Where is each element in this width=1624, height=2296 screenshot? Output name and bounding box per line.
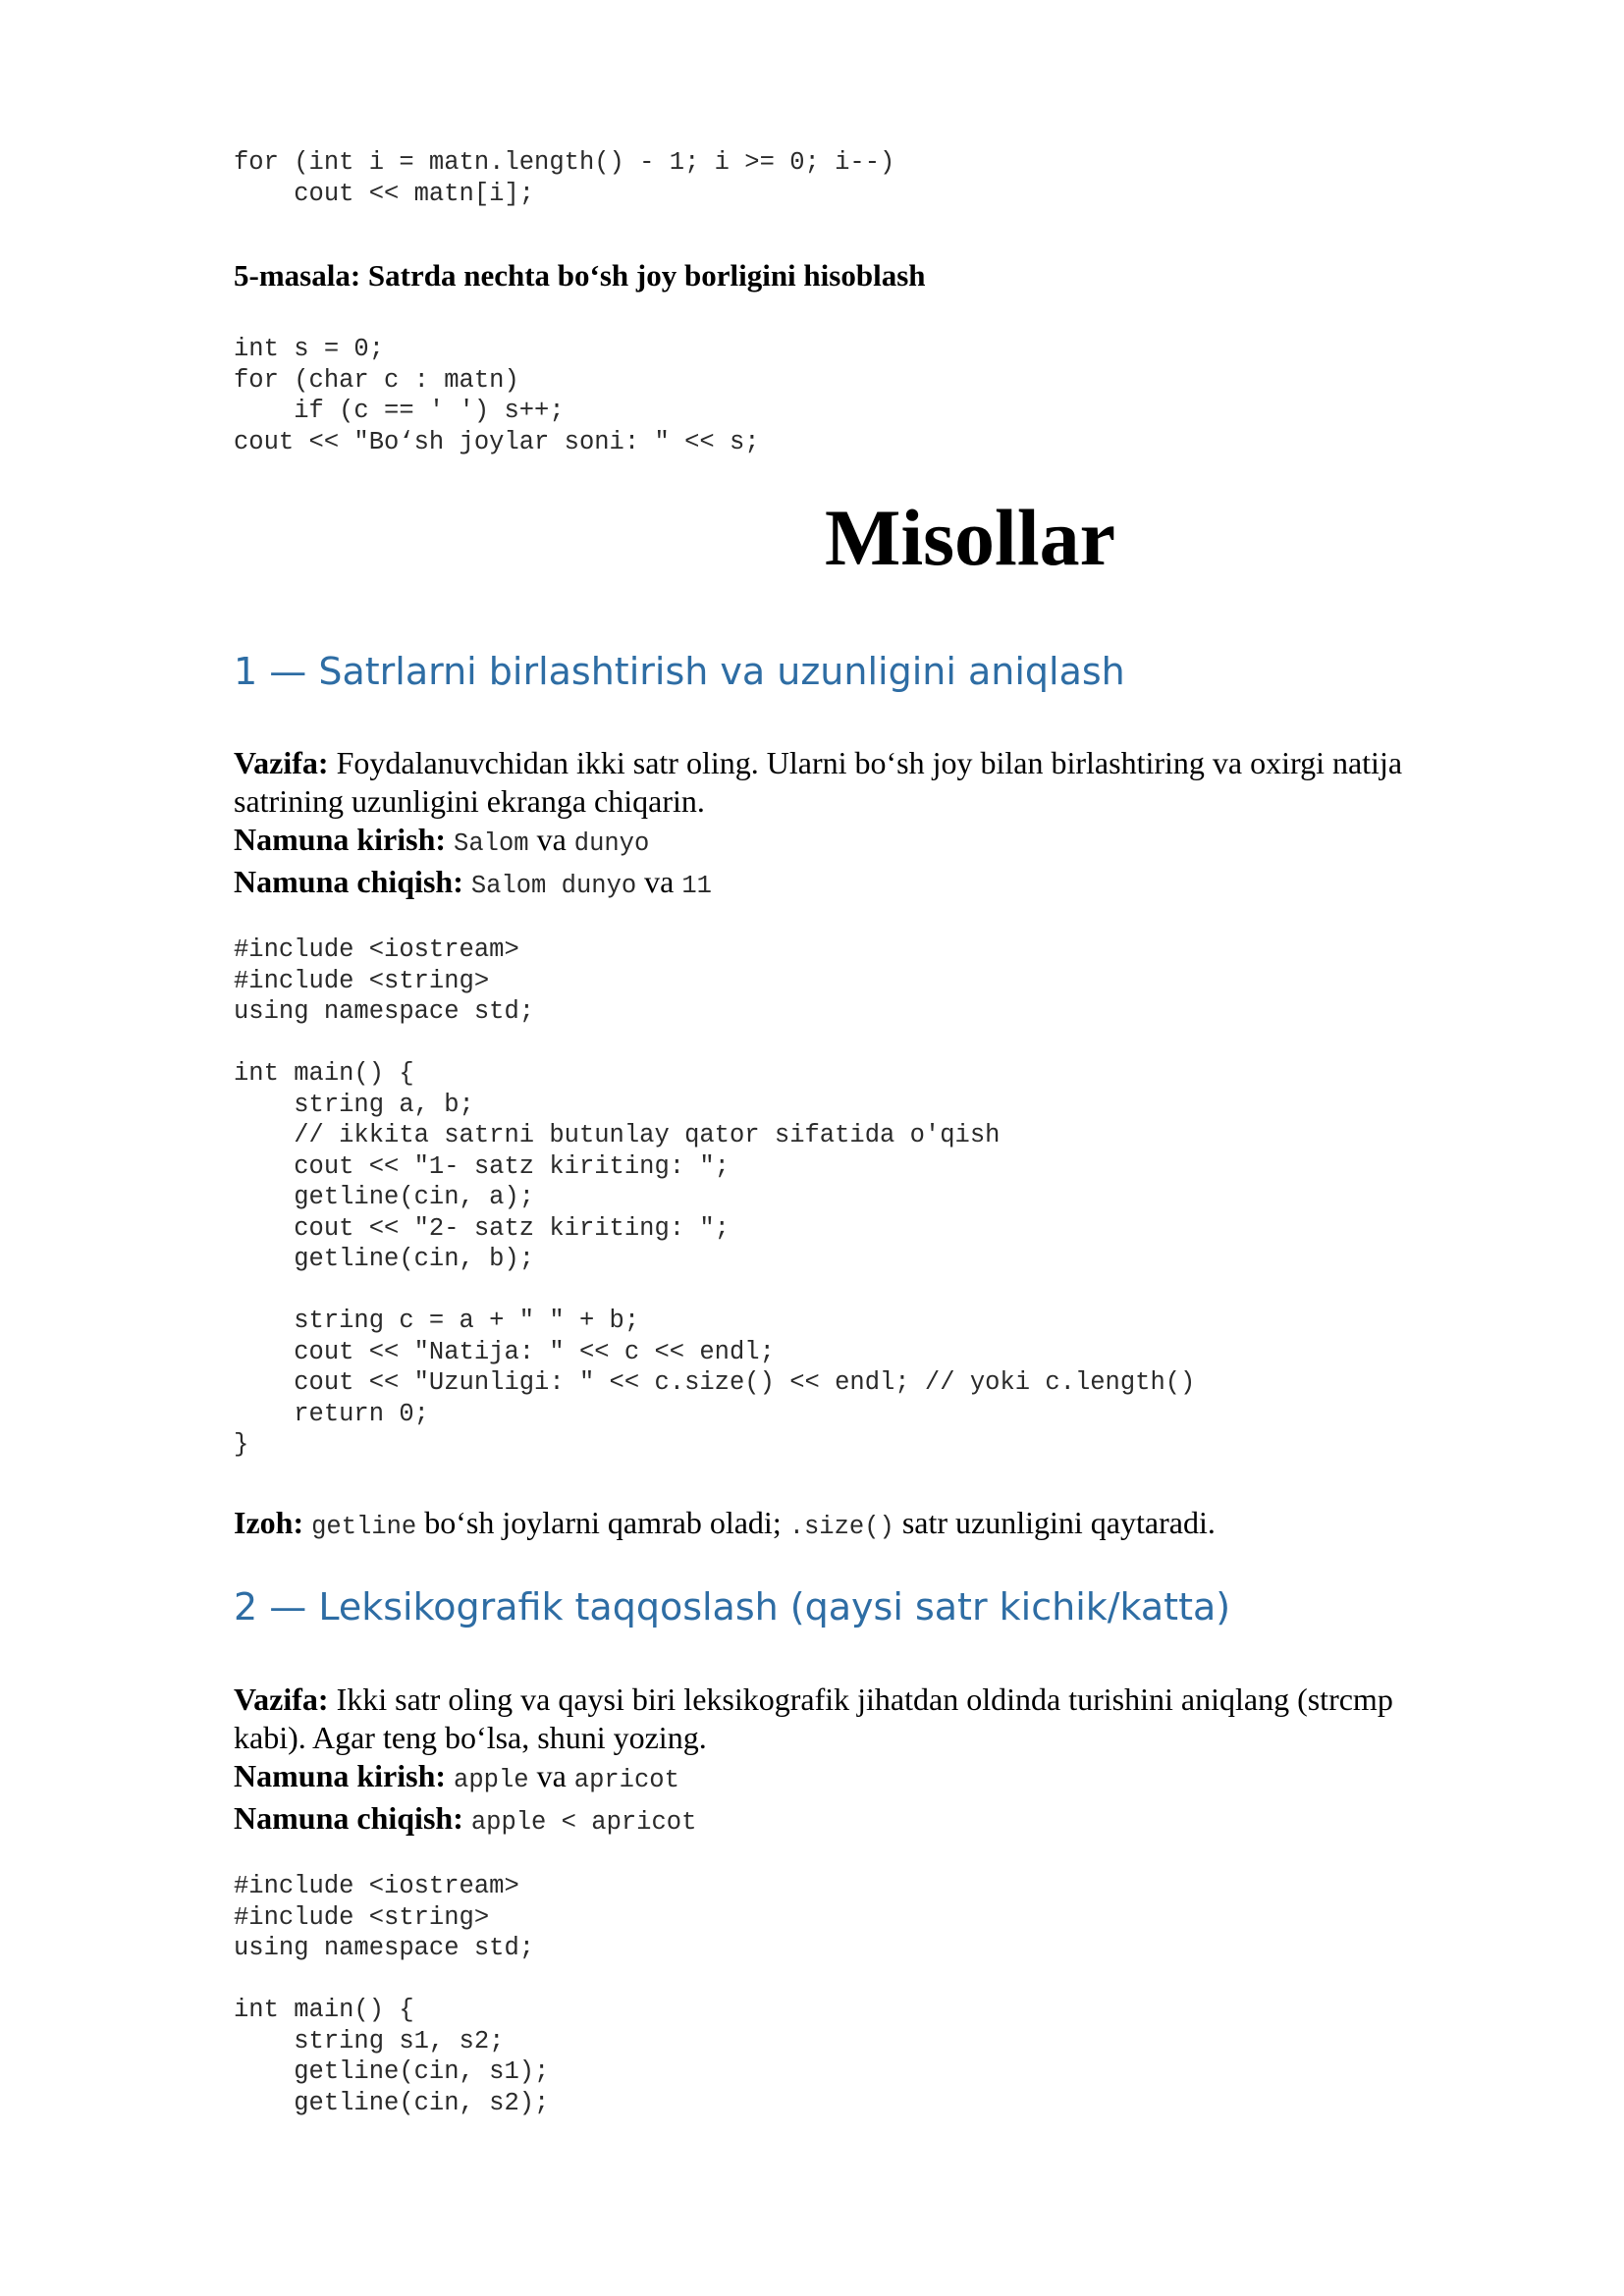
input-value-b: dunyo (573, 829, 650, 858)
input-joiner: va (528, 822, 574, 857)
example1-sample-input (234, 821, 1471, 863)
task-text: Ikki satr oling va qaysi biri leksikografik jihatdan oldinda turishini aniqlang (strcmp kabi). Agar teng bo‘lsa, shuni yozing. (234, 1682, 1393, 1755)
output-joiner: va (636, 864, 682, 899)
note-text-1: bo‘sh joylarni qamrab oladi; (416, 1505, 789, 1540)
input-value-a: Salom (454, 829, 529, 858)
input-label: Namuna kirish: (234, 1758, 447, 1793)
example1-task (234, 744, 1471, 821)
input-value-a: apple (454, 1766, 529, 1794)
example2-sample-input (234, 1757, 1471, 1799)
example1-sample-output (234, 863, 1471, 905)
example1-description (234, 744, 1471, 905)
code-block-count-spaces: int s = 0; for (char c : matn) if (c == ' ') s++; cout << "Bo‘sh joylar soni: " << s; (234, 335, 760, 456)
output-value-a: Salom dunyo (470, 872, 637, 900)
input-value-b: apricot (573, 1766, 679, 1794)
task-label: Vazifa: (234, 1682, 329, 1717)
output-value-b: 11 (681, 872, 712, 900)
task5-heading: 5-masala: Satrda nechta bo‘sh joy borligini hisoblash (234, 258, 926, 293)
code-block-example2: #include <iostream> #include <string> using namespace std; int main() { string s1, s2; getline(cin, s1); getline(cin, s2); (234, 1872, 550, 2117)
code-block-reverse-loop: for (int i = matn.length() - 1; i >= 0; i--) cout << matn[i]; (234, 148, 895, 208)
example2-description (234, 1681, 1471, 1842)
input-joiner: va (528, 1758, 574, 1793)
output-label: Namuna chiqish: (234, 864, 463, 899)
example1-note (234, 1504, 1471, 1546)
input-label: Namuna kirish: (234, 822, 447, 857)
output-value-a: apple < apricot (470, 1808, 697, 1837)
example2-sample-output (234, 1799, 1471, 1842)
section-title-misollar: Misollar (824, 493, 1116, 582)
code-block-example1: #include <iostream> #include <string> using namespace std; int main() { string a, b; // ikkita satrni butunlay qator sifatida o'qish cout << "1- satz kiriting: "; getline(cin, a); cout << "2- satz kiriting: "; getline(cin, b); string c = a + " " + b; cout << "Natija: " << c << endl; cout << "Uzunligi: " << c.size() << endl; // yoki c.length() return 0; } (234, 935, 1196, 1459)
example1-heading: 1 — Satrlarni birlashtirish va uzunligini aniqlash (234, 650, 1125, 693)
task-label: Vazifa: (234, 745, 329, 780)
task-text: Foydalanuvchidan ikki satr oling. Ularni bo‘sh joy bilan birlashtiring va oxirgi natija satrining uzunligini ekranga chiqarin. (234, 745, 1403, 819)
output-label: Namuna chiqish: (234, 1800, 463, 1836)
note-code-size: .size() (788, 1513, 894, 1541)
example2-task (234, 1681, 1471, 1757)
example2-heading: 2 — Leksikografik taqqoslash (qaysi satr kichik/katta) (234, 1585, 1231, 1629)
note-code-getline: getline (311, 1513, 417, 1541)
note-label: Izoh: (234, 1505, 304, 1540)
note-text-2: satr uzunligini qaytaradi. (893, 1505, 1216, 1540)
